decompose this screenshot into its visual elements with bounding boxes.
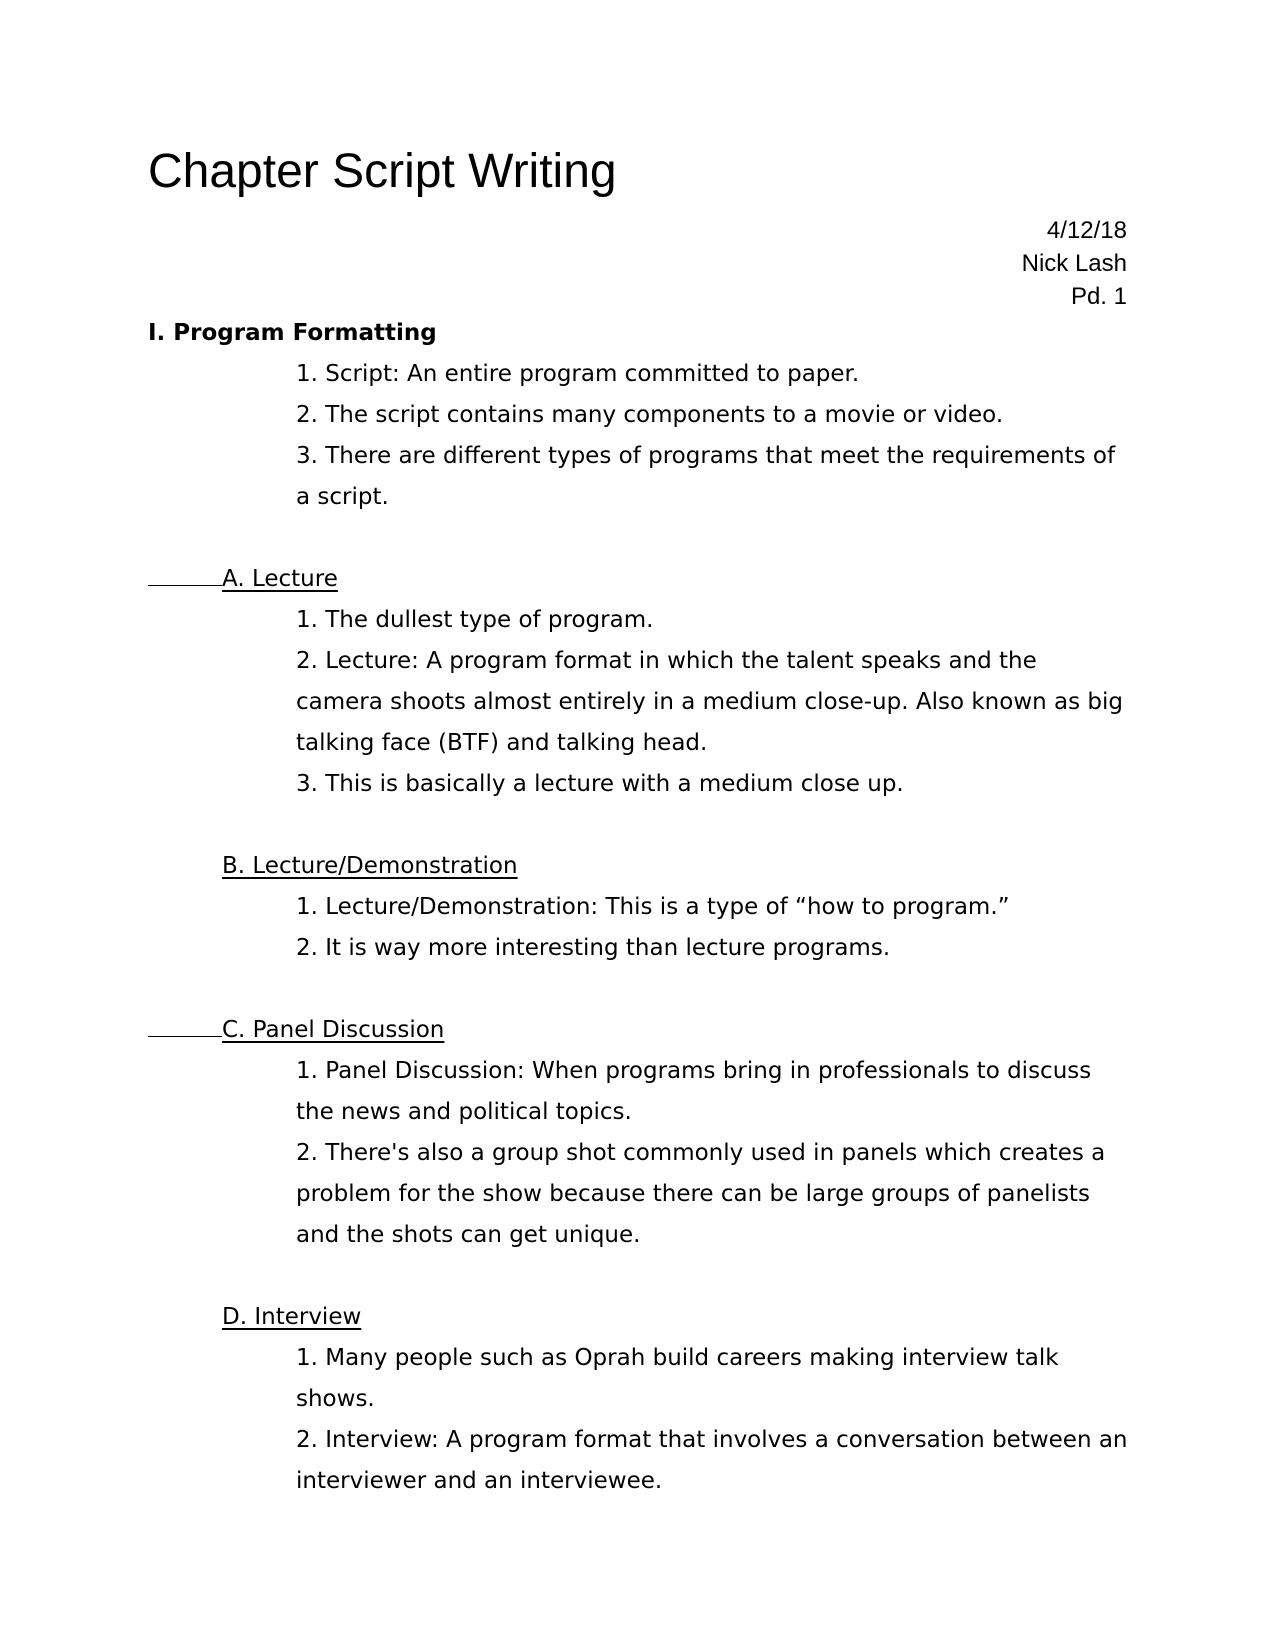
list-item: 2. Lecture: A program format in which the talent speaks and the camera shoots almost entirely in a medium close-up. Also known as big talking face (BTF) and talking head. — [296, 648, 1123, 756]
author-block — [1022, 214, 1127, 313]
list-item: 1. Lecture/Demonstration: This is a type of “how to program.” — [296, 894, 1010, 920]
list-item: 3. This is basically a lecture with a medium close up. — [296, 771, 904, 797]
list-item: 2. The script contains many components to a movie or video. — [296, 402, 1004, 428]
list-item: 1. Script: An entire program committed to paper. — [296, 361, 860, 387]
subsection-interview — [148, 1297, 1128, 1502]
list-item: 3. There are different types of programs that meet the requirements of a script. — [296, 443, 1116, 510]
class-period: Pd. 1 — [1070, 283, 1127, 310]
subsection-heading: A. Lecture — [222, 566, 338, 592]
list-item: 1. Many people such as Oprah build careers making interview talk shows. — [296, 1345, 1059, 1412]
subsection-lecture-demonstration — [148, 846, 1128, 969]
subsection-heading: B. Lecture/Demonstration — [222, 853, 518, 879]
subsection-heading: C. Panel Discussion — [222, 1017, 445, 1043]
list-item: 1. The dullest type of program. — [296, 607, 654, 633]
section-heading: I. Program Formatting — [148, 320, 437, 346]
list-item: 2. Interview: A program format that involves a conversation between an interviewer and an interviewee. — [296, 1427, 1128, 1494]
subsection-panel-discussion — [148, 1010, 1128, 1256]
document-title: Chapter Script Writing — [148, 145, 617, 198]
list-item: 2. There's also a group shot commonly used in panels which creates a problem for the show because there can be large groups of panelists and the shots can get unique. — [296, 1140, 1106, 1248]
document-body — [148, 313, 1128, 1502]
list-item: 2. It is way more interesting than lecture programs. — [296, 935, 891, 961]
author-name: Nick Lash — [1021, 250, 1127, 277]
date: 4/12/18 — [1046, 217, 1127, 244]
subsection-lecture — [148, 559, 1128, 805]
section-items — [148, 354, 1128, 518]
subsection-heading: D. Interview — [222, 1304, 362, 1330]
list-item: 1. Panel Discussion: When programs bring in professionals to discuss the news and political topics. — [296, 1058, 1092, 1125]
